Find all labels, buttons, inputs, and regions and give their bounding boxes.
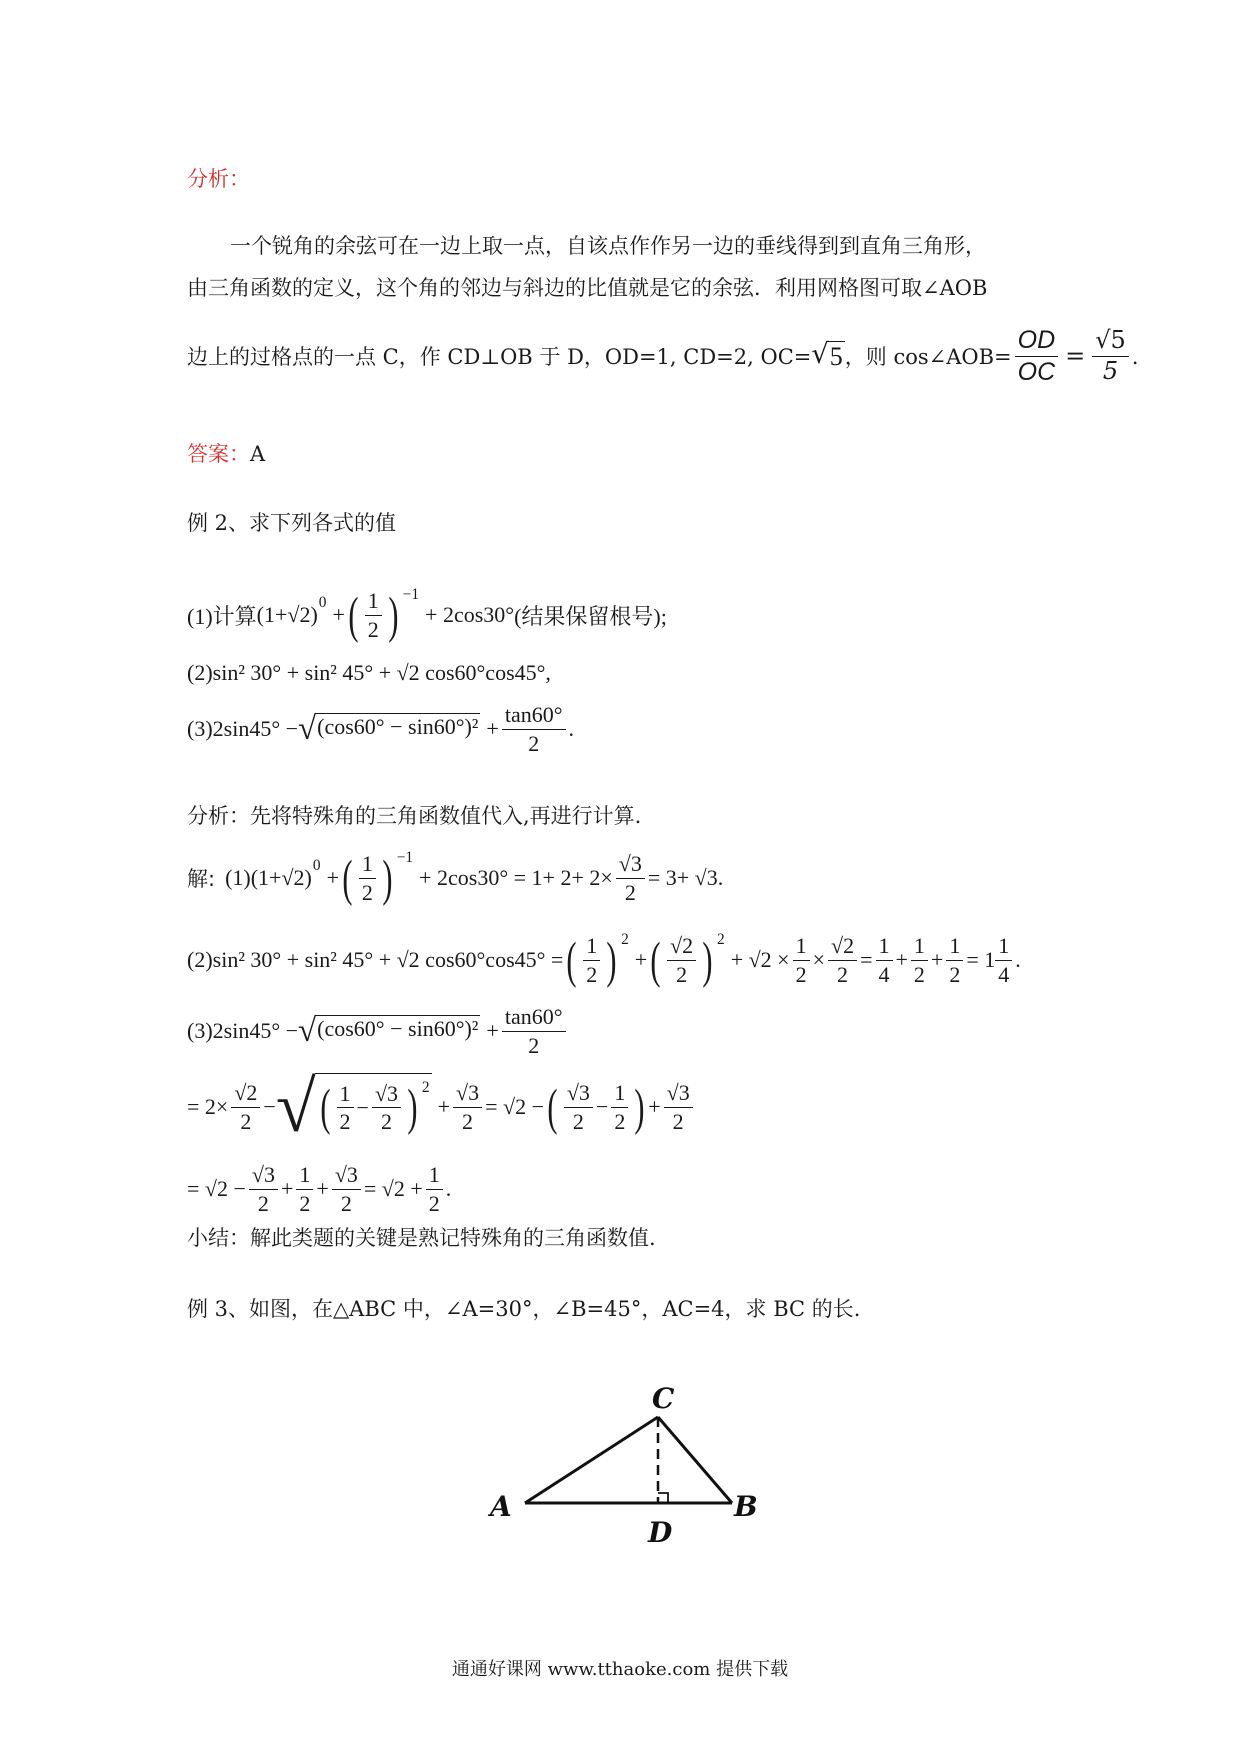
tan-num: tan60° — [502, 702, 566, 729]
q3-prefix: (3)2sin45° − — [187, 716, 299, 741]
s2-f4n: 1 — [911, 933, 928, 960]
frac-oc: OC — [1017, 357, 1056, 386]
q1-half — [365, 588, 382, 642]
q1-neg1: −1 — [402, 585, 420, 603]
la-f4d: 2 — [462, 1108, 474, 1134]
sol1-half — [359, 851, 376, 905]
lb-plus2: + — [316, 1176, 329, 1201]
la-f5 — [564, 1080, 593, 1134]
la-f6 — [611, 1080, 628, 1134]
lb-dot: . — [445, 1176, 452, 1201]
triangle-figure — [470, 1360, 790, 1550]
la-f7d: 2 — [672, 1108, 684, 1134]
example2-title: 例 2、求下列各式的值 — [187, 511, 397, 535]
la-minus3: − — [595, 1094, 609, 1119]
s2-root2-frac — [667, 933, 696, 987]
la-f7n: √3 — [664, 1080, 693, 1107]
la-f2d: 2 — [339, 1108, 351, 1134]
la-f2 — [337, 1081, 354, 1135]
sol1-paren-r: ) — [382, 849, 393, 906]
lb-f1n: √3 — [249, 1162, 278, 1189]
s2-half-den: 2 — [586, 961, 598, 987]
label-c: C — [652, 1382, 675, 1415]
lb-f1 — [249, 1162, 278, 1216]
s2-times: × — [812, 947, 825, 972]
la-p2l: ( — [547, 1078, 558, 1135]
lb-f3 — [332, 1162, 361, 1216]
q1-cos: + 2cos30° — [425, 602, 515, 627]
paren-right: ) — [388, 586, 399, 643]
lb-f3d: 2 — [340, 1190, 352, 1216]
eq-sign: = — [1065, 342, 1086, 370]
q3-sqrt: √ (cos60° − sin60°)² — [298, 710, 479, 747]
sol1-half-num: 1 — [359, 851, 376, 878]
la-f5n: √3 — [564, 1080, 593, 1107]
sol1-two: 2 — [624, 879, 636, 905]
s2-p1l: ( — [566, 931, 577, 988]
q3-end: . — [568, 716, 575, 741]
s3-tan-num: tan60° — [502, 1004, 566, 1031]
la-sqrt: √ ( $\frac{1}{2}$ − $\frac{√3}{2}$ ) 2 — [275, 1065, 430, 1147]
s2-p4: + — [930, 947, 944, 972]
s3-radicand: (cos60° − sin60°)² — [315, 1015, 480, 1048]
s2-f5n: 1 — [946, 933, 963, 960]
la-radicand — [315, 1073, 432, 1142]
lb-plus1: + — [280, 1176, 294, 1201]
solution-1 — [187, 838, 723, 918]
s2-p1r: ) — [606, 931, 617, 988]
s2-f4d: 2 — [913, 961, 925, 987]
la-f5d: 2 — [572, 1108, 584, 1134]
lb-f4n: 1 — [426, 1162, 443, 1189]
s3-tan-den: 2 — [528, 1032, 540, 1058]
s3-sqrt: √ (cos60° − sin60°)² — [298, 1012, 479, 1049]
s2-half — [583, 933, 600, 987]
la-f3n: √3 — [372, 1081, 401, 1108]
sol1-end: = 3+ √3. — [647, 865, 724, 890]
s2-p2l: ( — [650, 931, 661, 988]
la-f1n: √2 — [231, 1080, 260, 1107]
s2-f3d: 4 — [878, 961, 890, 987]
s2-f4 — [911, 933, 928, 987]
solution-2 — [187, 918, 1021, 1002]
sol1-half-den: 2 — [361, 879, 373, 905]
lb-f2 — [296, 1162, 313, 1216]
s2-half-num: 1 — [583, 933, 600, 960]
solution-3-line-a — [187, 1064, 696, 1150]
sol1-root3: √3 — [616, 851, 645, 878]
s2-f6n: 1 — [995, 933, 1012, 960]
q2-expression: (2)sin² 30° + sin² 45° + √2 cos60°cos45°, — [187, 660, 551, 685]
frac-od: OD — [1015, 326, 1059, 357]
answer-value: A — [250, 442, 266, 466]
solution-3-line-b — [187, 1152, 451, 1226]
sol1-plus: + — [326, 865, 339, 890]
s2-f1n: 1 — [793, 933, 810, 960]
la-pl: ( — [320, 1079, 331, 1136]
s2-p3: + — [895, 947, 908, 972]
s2-root2: √2 — [667, 933, 696, 960]
sol1-left: (1)(1+√2) — [225, 865, 312, 890]
sol1-paren-l: ( — [342, 849, 353, 906]
s2-f6 — [995, 933, 1012, 987]
half-num: 1 — [365, 588, 382, 615]
q1-expression — [187, 575, 667, 655]
analysis-line-1: 一个锐角的余弦可在一边上取一点，自该点作作另一边的垂线得到到直角三角形， — [230, 234, 986, 258]
s2-eq: = — [860, 947, 873, 972]
sqrt5-content: 5 — [829, 341, 843, 371]
la-p2r: ) — [634, 1078, 645, 1135]
sol1-root3-frac — [616, 851, 645, 905]
q1-plus: + — [332, 602, 345, 627]
lb-f3n: √3 — [332, 1162, 361, 1189]
s2-sq1: 2 — [621, 930, 629, 948]
analysis-heading: 分析： — [187, 167, 250, 191]
la-minus: − — [263, 1094, 276, 1119]
side-ac — [525, 1417, 658, 1503]
result-num: √5 — [1092, 327, 1129, 357]
solution-label: 解: — [187, 867, 216, 891]
s2-f5d: 2 — [949, 961, 961, 987]
answer-label: 答案： — [187, 442, 250, 466]
s2-root2-den: 2 — [676, 961, 688, 987]
s2-dot: . — [1015, 947, 1021, 972]
la-pr: ) — [407, 1079, 418, 1136]
label-a: A — [490, 1490, 512, 1523]
q3-tan-frac — [502, 702, 566, 756]
s2-f3n: 1 — [876, 933, 893, 960]
s2-f1 — [793, 933, 810, 987]
root5-over-5 — [1092, 327, 1129, 385]
la-plus2: + — [648, 1094, 661, 1119]
lb-f2n: 1 — [296, 1162, 313, 1189]
s2-f1d: 2 — [795, 961, 807, 987]
lb-f2d: 2 — [299, 1190, 311, 1216]
sol1-sup0: 0 — [312, 856, 321, 874]
la-f7 — [664, 1080, 693, 1134]
la-f6d: 2 — [614, 1108, 626, 1134]
s2-f3 — [876, 933, 893, 987]
summary: 小结：解此类题的关键是熟记特殊角的三角函数值. — [187, 1226, 656, 1250]
tan-den: 2 — [528, 730, 540, 756]
result-den: 5 — [1102, 356, 1119, 385]
la-f2n: 1 — [337, 1081, 354, 1108]
s2-f5 — [946, 933, 963, 987]
q3-radicand: (cos60° − sin60°)² — [315, 713, 480, 746]
footer-text: 通通好课网 www.tthaoke.com 提供下载 — [451, 1659, 789, 1680]
solution-3-head — [187, 1000, 569, 1062]
la-f1d: 2 — [240, 1108, 252, 1134]
la-mid: = √2 − — [485, 1094, 544, 1119]
s3-tan-frac — [502, 1004, 566, 1058]
s2-f2d: 2 — [837, 961, 849, 987]
answer-line — [187, 438, 265, 468]
la-plus: + — [437, 1094, 451, 1119]
period: ． — [1131, 345, 1153, 369]
analysis-line-3 — [187, 316, 1153, 396]
s3-prefix: (3)2sin45° − — [187, 1018, 299, 1043]
la-sq: 2 — [421, 1078, 430, 1096]
q1-sup0: 0 — [318, 593, 327, 611]
lb-f4 — [426, 1162, 443, 1216]
side-cb — [658, 1417, 732, 1503]
od-over-oc — [1015, 326, 1059, 387]
la-minus2: − — [356, 1094, 369, 1120]
s2-f2 — [828, 933, 857, 987]
half-den: 2 — [367, 616, 379, 642]
then-cos-text: ，则 cos∠AOB= — [844, 345, 1012, 369]
lb-f1d: 2 — [257, 1190, 269, 1216]
sol2-left: (2)sin² 30° + sin² 45° + √2 cos60°cos45° = — [187, 947, 564, 972]
s2-p2r: ) — [702, 931, 713, 988]
q3-expression — [187, 698, 574, 760]
la-prefix: = 2× — [187, 1094, 229, 1119]
s2-mid: + √2 × — [730, 947, 790, 972]
label-d: D — [648, 1516, 673, 1549]
q1-expr: (1+√2) — [256, 602, 318, 627]
sol1-neg1: −1 — [396, 848, 414, 866]
la-f4n: √3 — [453, 1080, 482, 1107]
la-f4 — [453, 1080, 482, 1134]
la-f1 — [231, 1080, 260, 1134]
example2-analysis: 分析：先将特殊角的三角函数值代入,再进行计算. — [187, 804, 642, 828]
s2-tail: = 1 — [966, 947, 996, 972]
q1-note: (结果保留根号); — [514, 603, 667, 629]
q3-plus: + — [486, 716, 499, 741]
la-f6n: 1 — [611, 1080, 628, 1107]
s2-sq2: 2 — [716, 930, 725, 948]
la-f3 — [372, 1081, 401, 1135]
q1-prefix: (1)计算 — [187, 603, 257, 629]
paren-left: ( — [348, 586, 359, 643]
analysis-line-2: 由三角函数的定义，这个角的邻边与斜边的比值就是它的余弦．利用网格图可取∠AOB — [187, 276, 988, 300]
example3-title: 例 3、如图，在△ABC 中，∠A=30°，∠B=45°，AC=4，求 BC 的长. — [187, 1297, 861, 1321]
lb-f4d: 2 — [428, 1190, 440, 1216]
analysis-line-3-text: 边上的过格点的一点 C，作 CD⊥OB 于 D，OD=1, CD=2, OC= — [187, 345, 812, 369]
lb-end: = √2 + — [363, 1176, 423, 1201]
s2-plus1: + — [634, 947, 648, 972]
sol1-mid: + 2cos30° = 1+ 2+ 2× — [419, 865, 613, 890]
s2-f6d: 4 — [998, 961, 1010, 987]
lb-prefix: = √2 − — [187, 1176, 246, 1201]
label-b: B — [734, 1490, 758, 1523]
s2-f2n: √2 — [828, 933, 857, 960]
sqrt5-value: √ 5 — [811, 338, 843, 371]
la-f3d: 2 — [380, 1108, 392, 1134]
s3-plus: + — [486, 1018, 499, 1043]
